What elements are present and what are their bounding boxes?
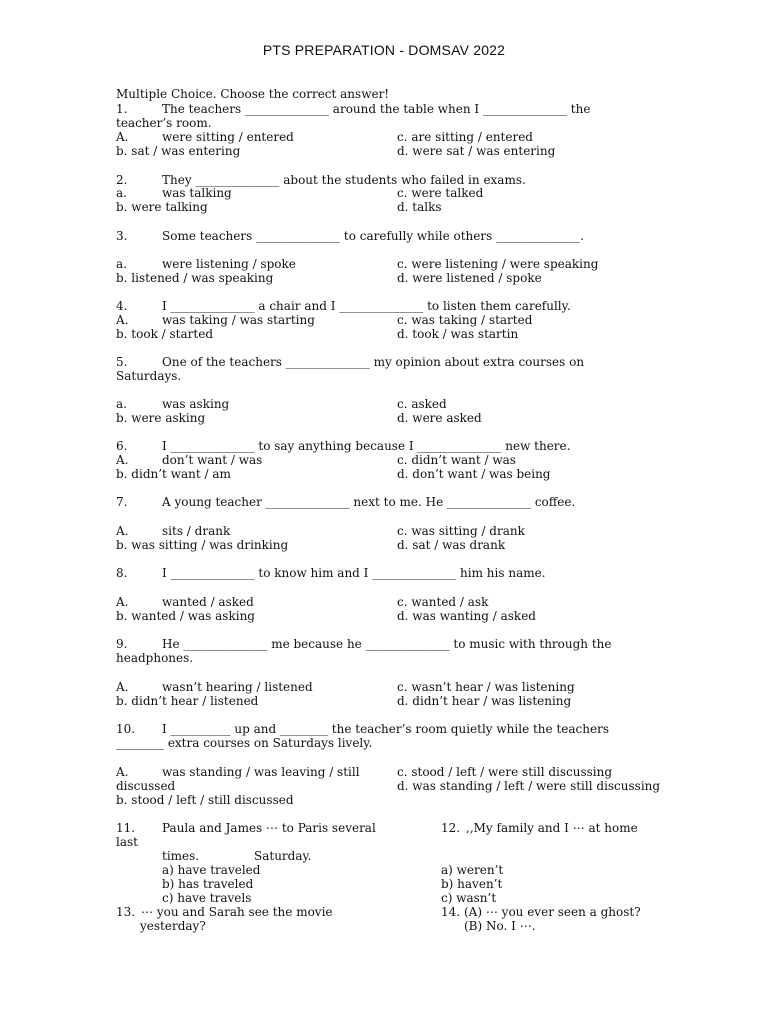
- q2-option-a-letter: a.: [116, 186, 127, 200]
- q1-option-a: were sitting / entered: [162, 130, 294, 144]
- q4-text: I ______________ a chair and I ______________ to listen them carefully.: [162, 299, 571, 313]
- q8-option-d: d. was wanting / asked: [397, 609, 536, 623]
- q7-option-b: b. was sitting / was drinking: [116, 538, 289, 552]
- q1-number: 1.: [116, 102, 128, 116]
- q7-option-c: c. was sitting / drank: [397, 524, 525, 538]
- q3-text: Some teachers ______________ to carefully while others ______________.: [162, 229, 584, 243]
- q8-option-c: c. wanted / ask: [397, 595, 489, 609]
- q12-option-b: b) haven’t: [441, 877, 503, 891]
- q5-option-d: d. were asked: [397, 411, 482, 425]
- q2-option-d: d. talks: [397, 200, 442, 214]
- q9-number: 9.: [116, 637, 128, 651]
- q11-option-a: a) have traveled: [162, 863, 261, 877]
- q8-number: 8.: [116, 566, 128, 580]
- q6-option-a: don’t want / was: [162, 453, 263, 467]
- q9-text: He ______________ me because he ______________ to music with through the: [162, 637, 612, 651]
- q2-option-b: b. were talking: [116, 200, 208, 214]
- q6-option-a-letter: A.: [116, 453, 129, 467]
- q10-option-b: b. stood / left / still discussed: [116, 793, 294, 807]
- q3-option-c: c. were listening / were speaking: [397, 257, 599, 271]
- q11-text-cont2b: Saturday.: [254, 849, 312, 863]
- q4-option-a: was taking / was starting: [162, 313, 315, 327]
- q9-option-a-letter: A.: [116, 680, 129, 694]
- q8-text: I ______________ to know him and I ______________ him his name.: [162, 566, 546, 580]
- q14-text-cont: (B) No. I ⋯.: [464, 919, 536, 933]
- q3-option-d: d. were listened / spoke: [397, 271, 542, 285]
- q4-option-d: d. took / was startin: [397, 327, 519, 341]
- q13-text: ⋯ you and Sarah see the movie: [141, 905, 333, 919]
- q9-text-cont: headphones.: [116, 651, 194, 665]
- q11-text-cont: last: [116, 835, 138, 849]
- q7-number: 7.: [116, 495, 128, 509]
- page-title: PTS PREPARATION - DOMSAV 2022: [262, 42, 506, 58]
- q3-option-a: were listening / spoke: [162, 257, 296, 271]
- q6-number: 6.: [116, 439, 128, 453]
- q1-text: The teachers ______________ around the table when I ______________ the: [162, 102, 591, 116]
- q7-option-a-letter: A.: [116, 524, 129, 538]
- q10-option-a: was standing / was leaving / still: [162, 765, 360, 779]
- q13-text-cont: yesterday?: [140, 919, 206, 933]
- q1-option-c: c. are sitting / entered: [397, 130, 533, 144]
- q6-option-c: c. didn’t want / was: [397, 453, 516, 467]
- q14-number: 14.: [441, 905, 461, 919]
- q8-option-a-letter: A.: [116, 595, 129, 609]
- q1-text-cont: teacher’s room.: [116, 116, 212, 130]
- q4-option-a-letter: A.: [116, 313, 129, 327]
- instruction: Multiple Choice. Choose the correct answer!: [116, 87, 390, 101]
- q12-option-a: a) weren’t: [441, 863, 504, 877]
- q2-option-c: c. were talked: [397, 186, 484, 200]
- q10-text-cont: ________ extra courses on Saturdays lively.: [116, 736, 373, 750]
- q5-text-cont: Saturdays.: [116, 369, 182, 383]
- q13-number: 13.: [116, 905, 136, 919]
- q9-option-b: b. didn’t hear / listened: [116, 694, 259, 708]
- q11-text: Paula and James ⋯ to Paris several: [162, 821, 376, 835]
- q5-option-a: was asking: [162, 397, 230, 411]
- q1-option-a-letter: A.: [116, 130, 129, 144]
- q2-option-a: was talking: [162, 186, 232, 200]
- q12-number: 12.: [441, 821, 461, 835]
- q8-option-b: b. wanted / was asking: [116, 609, 255, 623]
- q5-option-c: c. asked: [397, 397, 447, 411]
- q2-number: 2.: [116, 173, 128, 187]
- q10-text: I __________ up and ________ the teacher’s room quietly while the teachers: [162, 722, 609, 736]
- q11-option-c: c) have travels: [162, 891, 252, 905]
- q10-option-a-cont: discussed: [116, 779, 176, 793]
- q8-option-a: wanted / asked: [162, 595, 254, 609]
- q14-text: (A) ⋯ you ever seen a ghost?: [464, 905, 641, 919]
- q10-option-d: d. was standing / left / were still discussing: [397, 779, 661, 793]
- q1-option-b: b. sat / was entering: [116, 144, 241, 158]
- q11-text-cont2: times.: [162, 849, 200, 863]
- q10-option-c: c. stood / left / were still discussing: [397, 765, 613, 779]
- q11-number: 11.: [116, 821, 136, 835]
- q2-text: They ______________ about the students who failed in exams.: [162, 173, 526, 187]
- q12-option-c: c) wasn’t: [441, 891, 497, 905]
- q9-option-a: wasn’t hearing / listened: [162, 680, 313, 694]
- q10-number: 10.: [116, 722, 136, 736]
- q9-option-d: d. didn’t hear / was listening: [397, 694, 572, 708]
- q1-option-d: d. were sat / was entering: [397, 144, 556, 158]
- q5-number: 5.: [116, 355, 128, 369]
- q7-text: A young teacher ______________ next to me. He ______________ coffee.: [162, 495, 576, 509]
- q6-option-d: d. don’t want / was being: [397, 467, 551, 481]
- q12-text: ,,My family and I ⋯ at home: [466, 821, 638, 835]
- q11-option-b: b) has traveled: [162, 877, 254, 891]
- q3-number: 3.: [116, 229, 128, 243]
- q4-option-c: c. was taking / started: [397, 313, 533, 327]
- q4-number: 4.: [116, 299, 128, 313]
- q6-option-b: b. didn’t want / am: [116, 467, 231, 481]
- q3-option-a-letter: a.: [116, 257, 127, 271]
- q3-option-b: b. listened / was speaking: [116, 271, 274, 285]
- q9-option-c: c. wasn’t hear / was listening: [397, 680, 575, 694]
- q7-option-d: d. sat / was drank: [397, 538, 506, 552]
- q5-option-b: b. were asking: [116, 411, 206, 425]
- q6-text: I ______________ to say anything because I ______________ new there.: [162, 439, 571, 453]
- q5-option-a-letter: a.: [116, 397, 127, 411]
- q10-option-a-letter: A.: [116, 765, 129, 779]
- q4-option-b: b. took / started: [116, 327, 214, 341]
- q5-text: One of the teachers ______________ my opinion about extra courses on: [162, 355, 585, 369]
- q7-option-a: sits / drank: [162, 524, 231, 538]
